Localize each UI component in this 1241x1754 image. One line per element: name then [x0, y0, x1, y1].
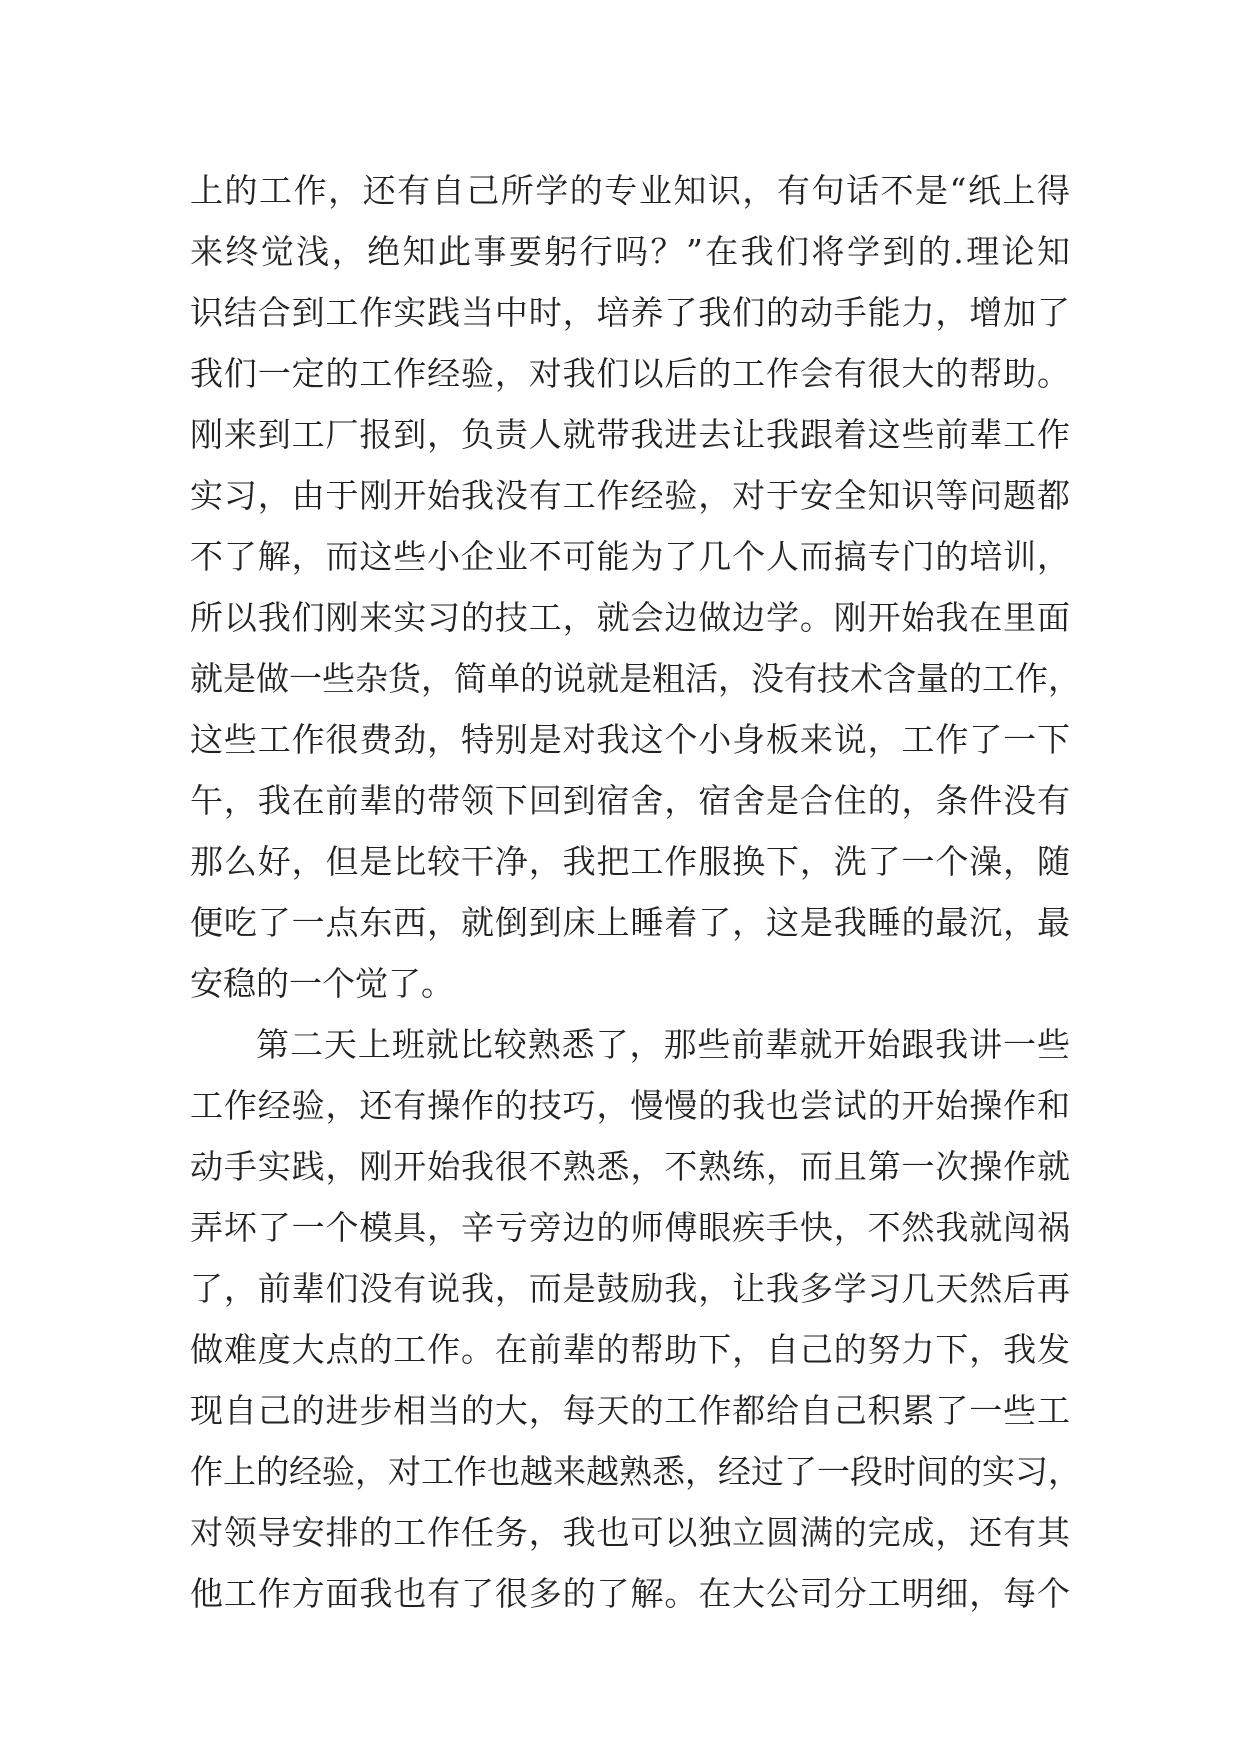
text-line: 就是做一些杂货，简单的说就是粗活，没有技术含量的工作，	[190, 659, 1081, 698]
text-line: 了，前辈们没有说我，而是鼓励我，让我多学习几天然后再	[190, 1269, 1070, 1308]
text-line: 不了解，而这些小企业不可能为了几个人而搞专门的培训，	[190, 537, 1070, 576]
text-line: 识结合到工作实践当中时，培养了我们的动手能力，增加了	[190, 293, 1070, 332]
text-line: 第二天上班就比较熟悉了，那些前辈就开始跟我讲一些	[256, 1025, 1070, 1064]
text-line: 那么好，但是比较干净，我把工作服换下，洗了一个澡，随	[190, 842, 1070, 881]
text-line: 我们一定的工作经验，对我们以后的工作会有很大的帮助。	[190, 354, 1070, 393]
text-line: 实习，由于刚开始我没有工作经验，对于安全知识等问题都	[190, 476, 1070, 515]
text-line: 现自己的进步相当的大，每天的工作都给自己积累了一些工	[190, 1391, 1070, 1430]
text-line: 午，我在前辈的带领下回到宿舍，宿舍是合住的，条件没有	[190, 781, 1070, 820]
text-line: 弄坏了一个模具，辛亏旁边的师傅眼疾手快，不然我就闯祸	[190, 1208, 1070, 1247]
text-line: 作上的经验，对工作也越来越熟悉，经过了一段时间的实习，	[190, 1452, 1081, 1491]
text-line: 所以我们刚来实习的技工，就会边做边学。刚开始我在里面	[190, 598, 1070, 637]
text-line: 对领导安排的工作任务，我也可以独立圆满的完成，还有其	[190, 1513, 1070, 1552]
text-line: 工作经验，还有操作的技巧，慢慢的我也尝试的开始操作和	[190, 1086, 1070, 1125]
text-line: 动手实践，刚开始我很不熟悉，不熟练，而且第一次操作就	[190, 1147, 1070, 1186]
text-line: 做难度大点的工作。在前辈的帮助下，自己的努力下，我发	[190, 1330, 1070, 1369]
text-line: 来终觉浅，绝知此事要躬行吗？”在我们将学到的.理论知	[190, 232, 1070, 271]
text-line: 刚来到工厂报到，负责人就带我进去让我跟着这些前辈工作	[190, 415, 1070, 454]
text-line: 上的工作，还有自己所学的专业知识，有句话不是“纸上得	[190, 171, 1070, 210]
body-text	[190, 160, 1081, 1624]
text-line: 这些工作很费劲，特别是对我这个小身板来说，工作了一下	[190, 720, 1070, 759]
text-line: 便吃了一点东西，就倒到床上睡着了，这是我睡的最沉，最	[190, 903, 1070, 942]
text-line: 他工作方面我也有了很多的了解。在大公司分工明细，每个	[190, 1574, 1070, 1613]
text-line: 安稳的一个觉了。	[190, 964, 454, 1003]
